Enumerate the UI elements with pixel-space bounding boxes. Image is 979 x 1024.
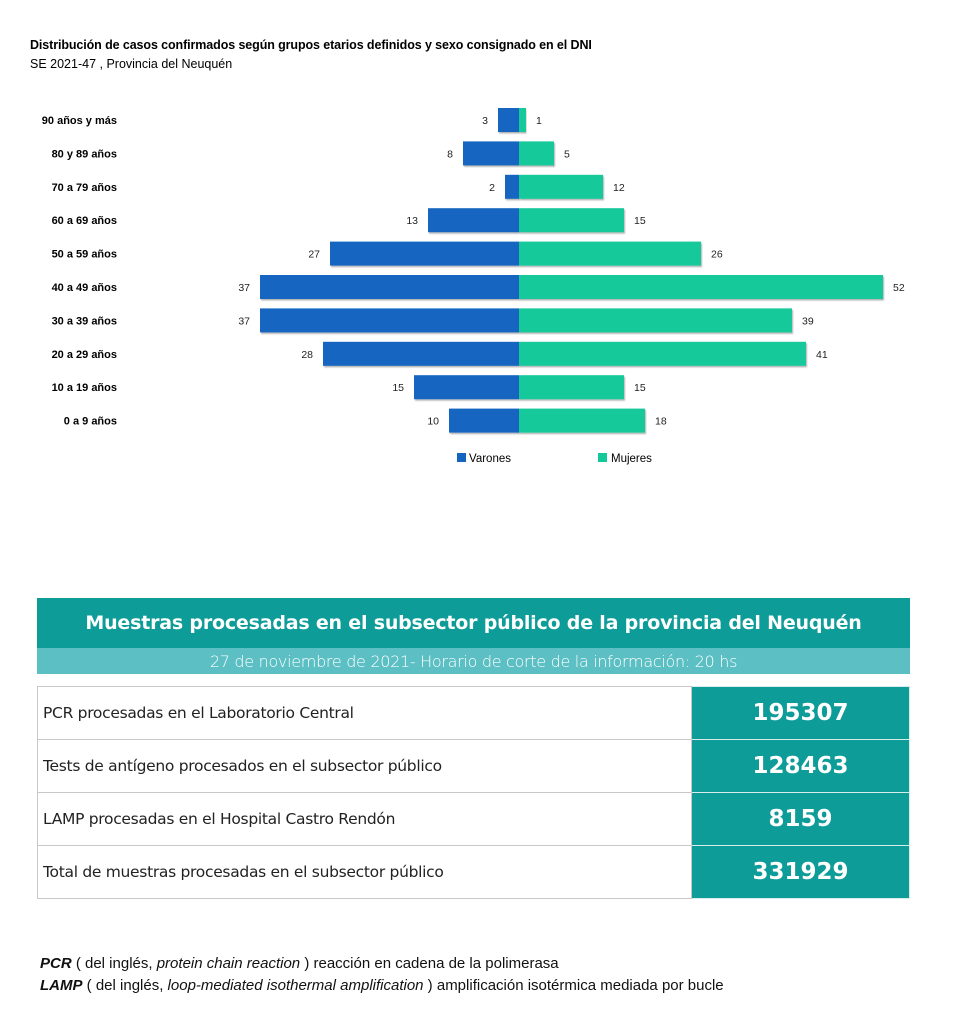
chart-legend: [457, 453, 652, 465]
category-label: 50 a 59 años: [51, 248, 117, 261]
value-label-varones: 15: [392, 382, 404, 395]
bar-mujeres: [519, 141, 554, 165]
category-label: 20 a 29 años: [51, 348, 117, 361]
panel-subtitle: 27 de noviembre de 2021- Horario de corte de la información: 20 hs: [37, 648, 910, 674]
row-value: 195307: [692, 687, 910, 740]
chart-row: [52, 141, 570, 165]
bar-varones: [505, 175, 519, 199]
value-label-varones: 28: [301, 348, 313, 361]
footnote-post: ) reacción en cadena de la polimerasa: [300, 955, 559, 972]
category-label: 30 a 39 años: [51, 315, 117, 328]
category-label: 10 a 19 años: [51, 382, 117, 395]
chart-row: [52, 275, 905, 299]
bar-mujeres: [519, 342, 806, 366]
samples-panel: [37, 598, 910, 674]
bar-mujeres: [519, 208, 624, 232]
value-label-mujeres: 1: [536, 115, 542, 127]
row-value: 8159: [692, 793, 910, 846]
value-label-mujeres: 39: [802, 315, 814, 328]
legend-label-varones: Varones: [469, 453, 511, 465]
bar-varones: [463, 141, 519, 165]
legend-swatch-varones: [457, 453, 466, 462]
row-label: Tests de antígeno procesados en el subsector público: [38, 740, 692, 793]
category-label: 0 a 9 años: [63, 415, 117, 428]
bar-varones: [323, 342, 519, 366]
bar-mujeres: [519, 242, 701, 266]
value-label-mujeres: 18: [655, 415, 667, 428]
value-label-mujeres: 5: [564, 148, 570, 161]
chart-row: [52, 342, 828, 366]
samples-table: [37, 686, 910, 899]
bar-varones: [498, 108, 519, 132]
footnotes: [40, 953, 724, 997]
value-label-varones: 27: [308, 248, 320, 261]
value-label-varones: 10: [427, 415, 439, 428]
bar-varones: [414, 375, 519, 399]
chart-row: [52, 308, 814, 332]
footnote-abbr: PCR: [40, 955, 72, 972]
category-label: 40 a 49 años: [51, 282, 117, 294]
chart-row: [52, 208, 646, 232]
category-label: 70 a 79 años: [51, 181, 117, 194]
chart-row: [52, 175, 625, 199]
value-label-mujeres: 15: [634, 215, 646, 228]
bar-mujeres: [519, 108, 526, 132]
chart-row: [42, 108, 542, 132]
bar-varones: [449, 409, 519, 433]
table-row: [38, 793, 910, 846]
bar-varones: [260, 275, 519, 299]
bar-mujeres: [519, 409, 645, 433]
row-label: PCR procesadas en el Laboratorio Central: [38, 687, 692, 740]
footnote-abbr: LAMP: [40, 977, 83, 994]
panel-title: Muestras procesadas en el subsector público de la provincia del Neuquén: [37, 598, 910, 648]
chart-row: [64, 409, 667, 433]
row-value: 128463: [692, 740, 910, 793]
footnote-term: protein chain reaction: [156, 955, 301, 972]
value-label-varones: 2: [489, 181, 495, 194]
bar-mujeres: [519, 275, 883, 299]
footnote-post: ) amplificación isotérmica mediada por bucle: [423, 977, 724, 994]
footnote-lamp: [40, 975, 724, 997]
chart-title: Distribución de casos confirmados según grupos etarios definidos y sexo consignado en el DNI: [30, 38, 592, 52]
bar-mujeres: [519, 308, 792, 332]
value-label-varones: 3: [482, 115, 488, 127]
table-row: [38, 687, 910, 740]
value-label-varones: 37: [238, 282, 250, 294]
bar-mujeres: [519, 375, 624, 399]
footnote-term: loop-mediated isothermal amplification: [167, 977, 424, 994]
footnote-pre: ( del inglés,: [71, 955, 157, 972]
value-label-mujeres: 52: [893, 282, 905, 294]
bar-varones: [428, 208, 519, 232]
chart-row: [52, 242, 723, 266]
table-row: [38, 846, 910, 899]
chart-row: [52, 375, 646, 399]
bar-mujeres: [519, 175, 603, 199]
value-label-mujeres: 41: [816, 348, 828, 361]
population-pyramid-chart: [0, 95, 979, 485]
row-label: LAMP procesadas en el Hospital Castro Rendón: [38, 793, 692, 846]
value-label-mujeres: 26: [711, 248, 723, 261]
value-label-mujeres: 12: [613, 181, 625, 194]
table-row: [38, 740, 910, 793]
bar-varones: [330, 242, 519, 266]
value-label-mujeres: 15: [634, 382, 646, 395]
footnote-pre: ( del inglés,: [82, 977, 168, 994]
category-label: 90 años y más: [41, 115, 117, 127]
footnote-pcr: [40, 953, 724, 975]
bar-varones: [260, 308, 519, 332]
row-value: 331929: [692, 846, 910, 899]
category-label: 60 a 69 años: [51, 215, 117, 228]
value-label-varones: 8: [447, 148, 453, 161]
legend-label-mujeres: Mujeres: [611, 453, 652, 465]
row-label: Total de muestras procesadas en el subsector público: [38, 846, 692, 899]
legend-swatch-mujeres: [598, 453, 607, 462]
value-label-varones: 13: [406, 215, 418, 228]
chart-subtitle: SE 2021-47 , Provincia del Neuquén: [30, 57, 233, 71]
value-label-varones: 37: [238, 315, 250, 328]
category-label: 80 y 89 años: [51, 148, 117, 161]
